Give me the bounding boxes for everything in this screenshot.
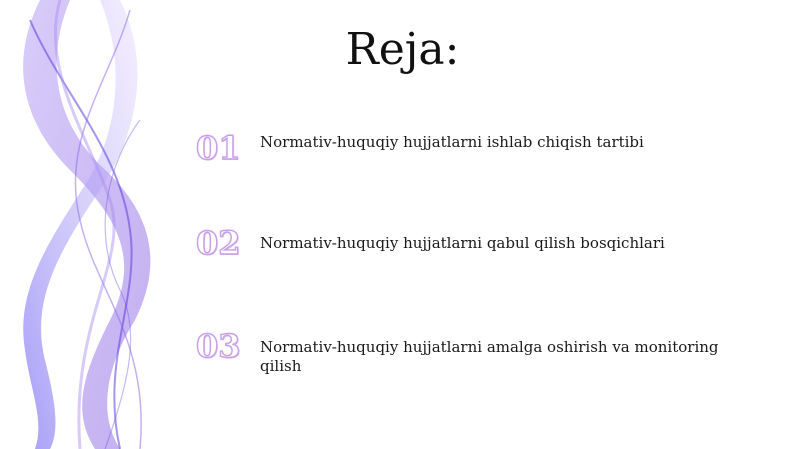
agenda-text: Normativ-huquqiy hujjatlarni qabul qilish bosqichlari [260, 234, 665, 252]
slide-title: Reja: [345, 24, 460, 75]
agenda-number: 01 [196, 129, 241, 167]
agenda-text: Normativ-huquqiy hujjatlarni ishlab chiqish tartibi [260, 133, 644, 151]
purple-ribbon-decoration [0, 0, 210, 449]
agenda-number: 03 [196, 327, 241, 365]
agenda-text: Normativ-huquqiy hujjatlarni amalga oshirish va monitoring qilish [260, 338, 719, 375]
agenda-number: 02 [196, 224, 241, 262]
